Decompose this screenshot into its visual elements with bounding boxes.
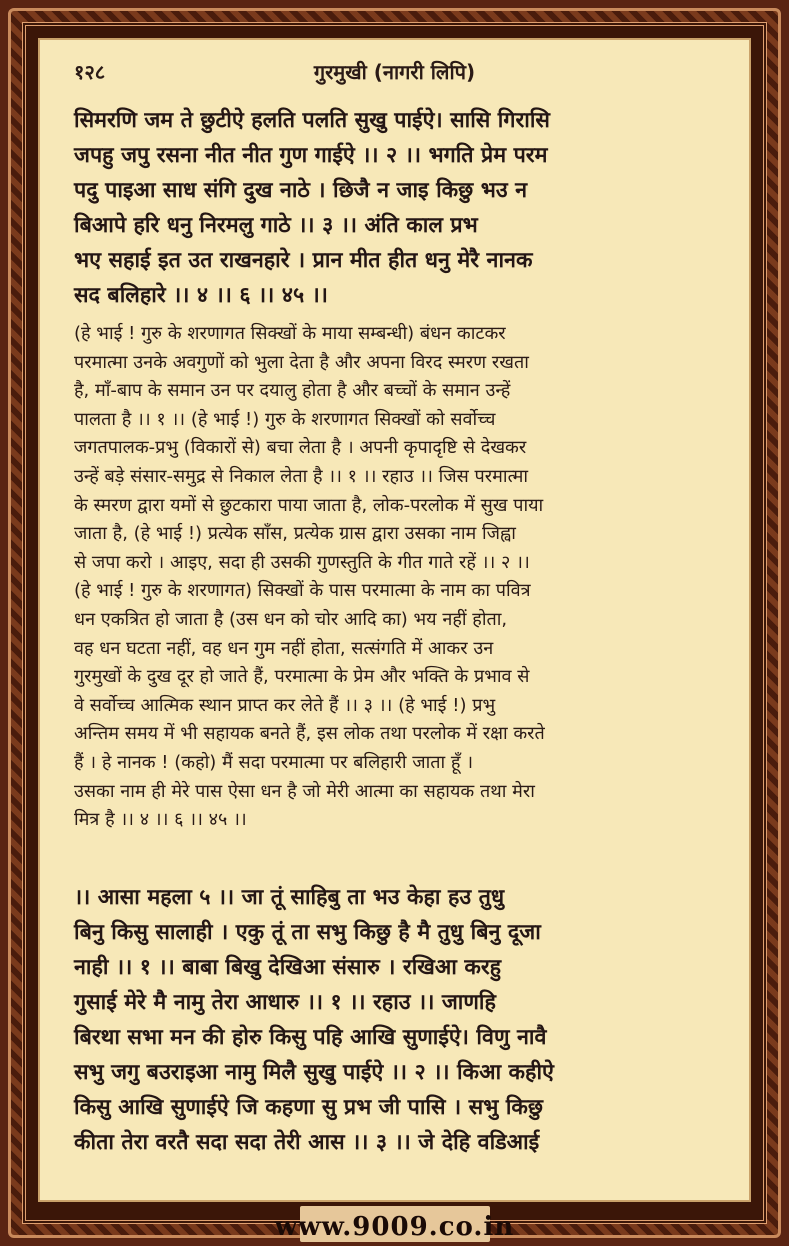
verse-line: सिमरणि जम ते छुटीऐ हलति पलति सुखु पाईऐ। सासि गिरासि xyxy=(74,108,550,133)
translation-line: पालता है ।। १ ।। (हे भाई !) गुरु के शरणागत सिक्खों को सर्वोच्च xyxy=(74,408,496,430)
translation-line: वह धन घटता नहीं, वह धन गुम नहीं होता, सत्संगति में आकर उन xyxy=(74,637,494,659)
verse-line: नाही ।। १ ।। बाबा बिखु देखिआ संसारु । रखिआ करहु xyxy=(74,955,502,980)
verse-line: भए सहाई इत उत राखनहारे । प्रान मीत हीत धनु मेरै नानक xyxy=(74,248,533,273)
translation-line: है, माँ-बाप के समान उन पर दयालु होता है और बच्चों के समान उन्हें xyxy=(74,380,511,402)
verse-line: ।। आसा महला ५ ।। जा तूं साहिबु ता भउ केहा हउ तुधु xyxy=(74,885,505,910)
translation-line: वे सर्वोच्च आत्मिक स्थान प्राप्त कर लेते हैं ।। ३ ।। (हे भाई !) प्रभु xyxy=(74,694,496,716)
translation-line: से जपा करो । आइए, सदा ही उसकी गुणस्तुति के गीत गाते रहें ।। २ ।। xyxy=(74,551,530,573)
hindi-translation xyxy=(74,320,724,835)
verse-line: किसु आखि सुणाईऐ जि कहणा सु प्रभ जी पासि । सभु किछु xyxy=(74,1095,543,1120)
translation-line: धन एकत्रित हो जाता है (उस धन को चोर आदि का) भय नहीं होता, xyxy=(74,608,508,630)
page-header xyxy=(40,50,749,84)
book-page xyxy=(38,38,751,1202)
verse-line: कीता तेरा वरतै सदा सदा तेरी आस ।। ३ ।। जे देहि वडिआई xyxy=(74,1130,540,1155)
verse-line: सभु जगु बउराइआ नामु मिलै सुखु पाईऐ ।। २ ।। किआ कहीऐ xyxy=(74,1060,554,1085)
translation-line: हैं । हे नानक ! (कहो) मैं सदा परमात्मा पर बलिहारी जाता हूँ । xyxy=(74,751,474,773)
translation-line: मित्र है ।। ४ ।। ६ ।। ४५ ।। xyxy=(74,809,247,831)
gurbani-verse-bottom xyxy=(74,880,724,1160)
running-title: गुरमुखी (नागरी लिपि) xyxy=(313,60,476,84)
gurbani-verse-top xyxy=(74,103,724,313)
website-url: www.9009.co.in xyxy=(274,1212,515,1242)
translation-line: जाता है, (हे भाई !) प्रत्येक साँस, प्रत्येक ग्रास द्वारा उसका नाम जिह्वा xyxy=(74,523,516,545)
verse-line: पदु पाइआ साध संगि दुख नाठे । छिजै न जाइ किछु भउ न xyxy=(74,178,528,203)
translation-line: अन्तिम समय में भी सहायक बनते हैं, इस लोक तथा परलोक में रक्षा करते xyxy=(74,723,545,745)
translation-line: जगतपालक-प्रभु (विकारों से) बचा लेता है । अपनी कृपादृष्टि से देखकर xyxy=(74,437,527,459)
verse-line: सद बलिहारे ।। ४ ।। ६ ।। ४५ ।। xyxy=(74,283,328,308)
verse-line: बिआपे हरि धनु निरमलु गाठे ।। ३ ।। अंति काल प्रभ xyxy=(74,213,478,238)
translation-line: उसका नाम ही मेरे पास ऐसा धन है जो मेरी आत्मा का सहायक तथा मेरा xyxy=(74,780,535,802)
verse-line: बिरथा सभा मन की होरु किसु पहि आखि सुणाईऐ। विणु नावै xyxy=(74,1025,547,1050)
verse-line: जपहु जपु रसना नीत नीत गुण गाईऐ ।। २ ।। भगति प्रेम परम xyxy=(74,143,548,168)
translation-line: के स्मरण द्वारा यमों से छुटकारा पाया जाता है, लोक-परलोक में सुख पाया xyxy=(74,494,544,516)
translation-line: परमात्मा उनके अवगुणों को भुला देता है और अपना विरद स्मरण रखता xyxy=(74,351,529,373)
verse-line: बिनु किसु सालाही । एकु तूं ता सभु किछु है मै तुधु बिनु दूजा xyxy=(74,920,541,945)
translation-line: उन्हें बड़े संसार-समुद्र से निकाल लेता है ।। १ ।। रहाउ ।। जिस परमात्मा xyxy=(74,465,529,487)
translation-line: (हे भाई ! गुरु के शरणागत सिक्खों के माया सम्बन्धी) बंधन काटकर xyxy=(74,323,506,344)
page-number: १२८ xyxy=(74,60,106,84)
translation-line: गुरमुखों के दुख दूर हो जाते हैं, परमात्मा के प्रेम और भक्ति के प्रभाव से xyxy=(74,666,530,688)
translation-line: (हे भाई ! गुरु के शरणागत) सिक्खों के पास परमात्मा के नाम का पवित्र xyxy=(74,580,531,602)
verse-line: गुसाई मेरे मै नामु तेरा आधारु ।। १ ।। रहाउ ।। जाणहि xyxy=(74,990,496,1015)
